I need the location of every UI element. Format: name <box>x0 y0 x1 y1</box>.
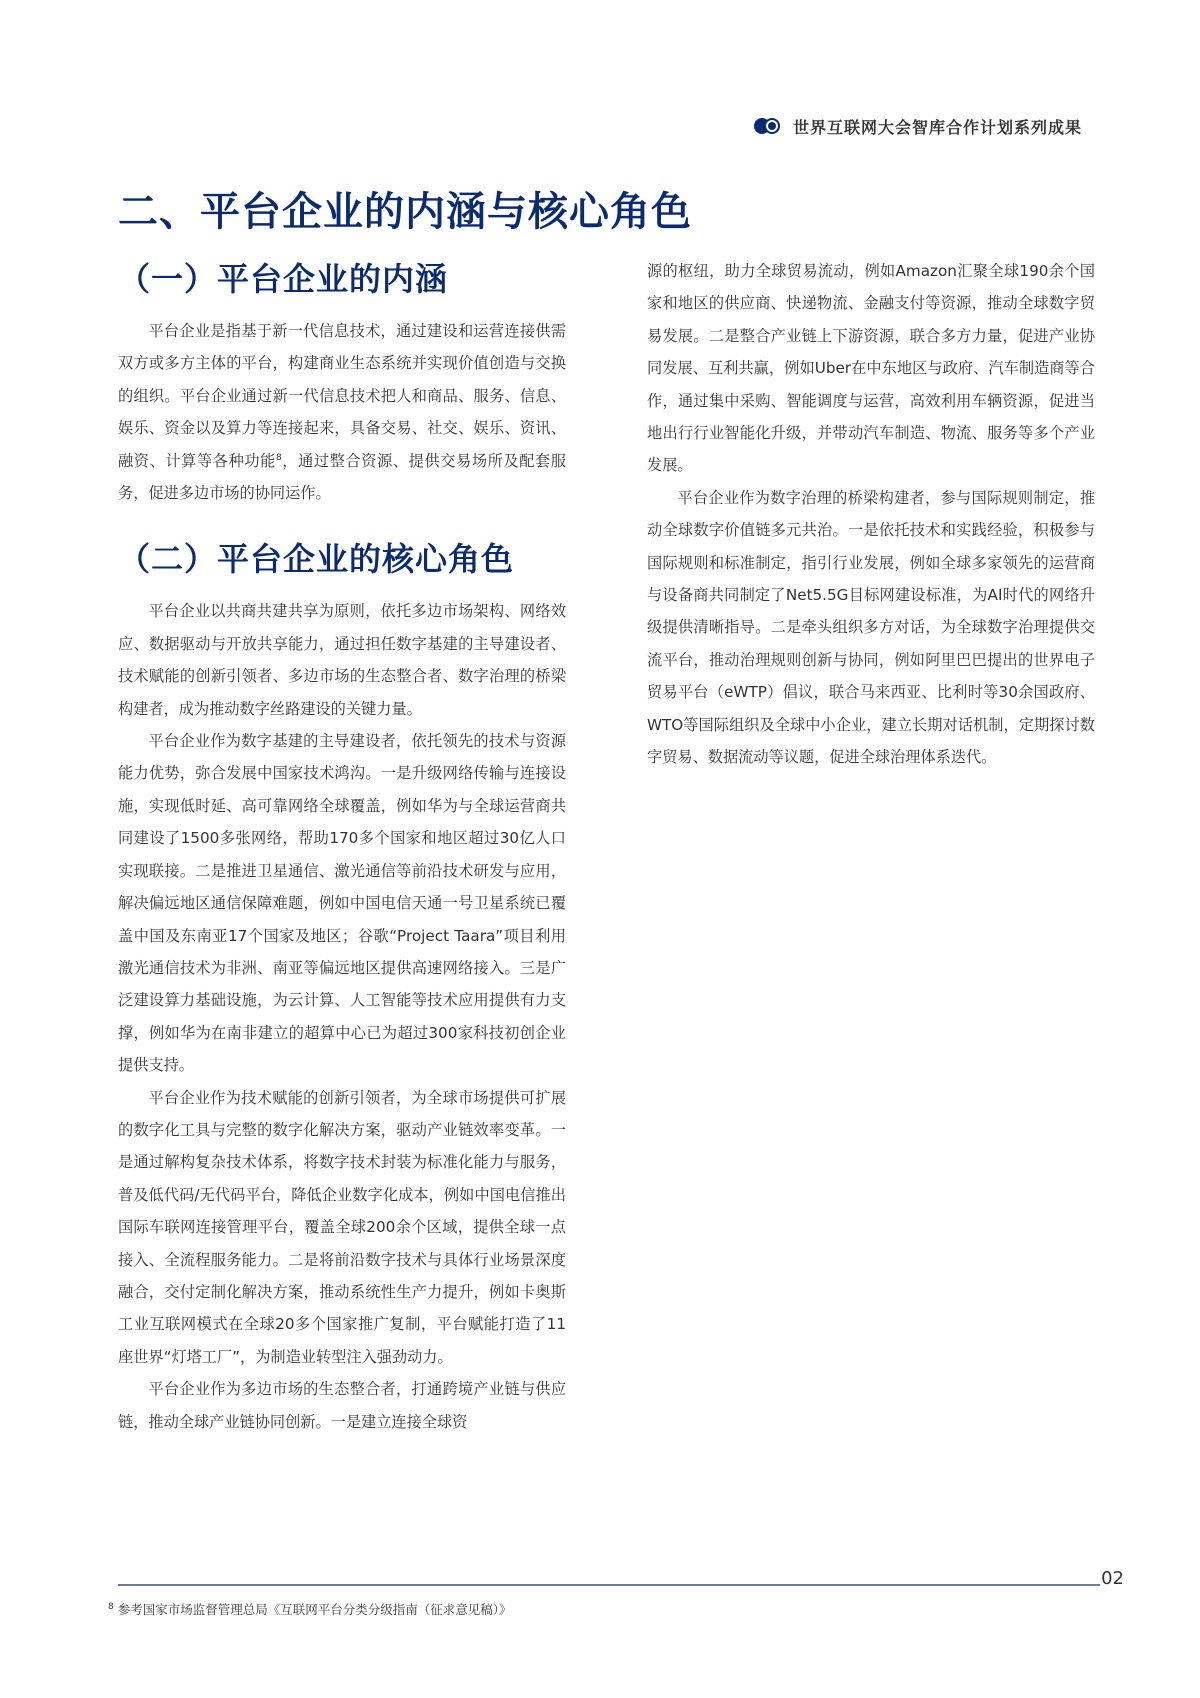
paragraph-roles-intro: 平台企业以共商共建共享为原则，依托多边市场架构、网络效应、数据驱动与开放共享能力，通过担任数字基建的主导建设者、技术赋能的创新引领者、多边市场的生态整合者、数字治理的桥梁构建者，成为推动数字丝路建设的关键力量。 <box>118 602 566 718</box>
section-heading-core-roles: （二）平台企业的核心角色 <box>118 540 515 579</box>
paragraph-tech-enablement: 平台企业作为技术赋能的创新引领者，为全球市场提供可扩展的数字化工具与完整的数字化解决方案，驱动产业链效率变革。一是通过解构复杂技术体系，将数字技术封装为标准化能力与服务，普及低代码/无代码平台，降低企业数字化成本，例如中国电信推出国际车联网连接管理平台，覆盖全球200余个区域，提供全球一点接入、全流程服务能力。二是将前沿数字技术与具体行业场景深度融合，交付定制化解决方案，推动系统性生产力提升，例如卡奥斯工业互联网模式在全球20多个国家推广复制，平台赋能打造了11座世界“灯塔工厂”，为制造业转型注入强劲动力。 <box>118 1088 566 1366</box>
left-column <box>118 255 566 1438</box>
paragraph-digital-governance: 平台企业作为数字治理的桥梁构建者，参与国际规则制定，推动全球数字价值链多元共治。一是依托技术和实践经验，积极参与国际规则和标准制定，指引行业发展，例如全球多家领先的运营商与设备商共同制定了Net5.5G目标网建设标准，为AI时代的网络升级提供清晰指导。二是牵头组织多方对话，为全球数字治理提供交流平台，推动治理规则创新与协同，例如阿里巴巴提出的世界电子贸易平台（eWTP）倡议，联合马来西亚、比利时等30余国政府、WTO等国际组织及全球中小企业，建立长期对话机制，定期探讨数字贸易、数据流动等议题，促进全球治理体系迭代。 <box>647 488 1095 767</box>
series-title: 世界互联网大会智库合作计划系列成果 <box>792 117 1082 137</box>
paragraph-digital-infrastructure: 平台企业作为数字基建的主导建设者，依托领先的技术与资源能力优势，弥合发展中国家技术鸿沟。一是升级网络传输与连接设施，实现低时延、高可靠网络全球覆盖，例如华为与全球运营商共同建设了1500多张网络，帮助170多个国家和地区超过30亿人口实现联接。二是推进卫星通信、激光通信等前沿技术研发与应用，解决偏远地区通信保障难题，例如中国电信天通一号卫星系统已覆盖中国及东南亚17个国家及地区；谷歌“Project Taara”项目利用激光通信技术为非洲、南亚等偏远地区提供高速网络接入。三是广泛建设算力基础设施，为云计算、人工智能等技术应用提供有力支撑，例如华为在南非建立的超算中心已为超过300家科技初创企业提供支持。 <box>118 732 566 1075</box>
page-title: 二、平台企业的内涵与核心角色 <box>118 189 692 235</box>
footnote <box>108 1600 511 1618</box>
section-heading-connotation: （一）平台企业的内涵 <box>118 260 449 298</box>
page-header <box>753 112 1082 140</box>
paragraph-definition: 平台企业是指基于新一代信息技术，通过建设和运营连接供需双方或多方主体的平台，构建商业生态系统并实现价值创造与交换的组织。平台企业通过新一代信息技术把人和商品、服务、信息、娱乐、资金以及算力等连接起来，具备交易、社交、娱乐、资讯、融资、计算等各种功能$^8$，通过整合资源、提供交易场所及配套服务，促进多边市场的协同运作。 <box>118 322 567 503</box>
footnote-text: 参考国家市场监督管理总局《互联网平台分类分级指南（征求意见稿）》 <box>117 1602 512 1617</box>
paragraph-ecosystem-continued: 源的枢纽，助力全球贸易流动，例如Amazon汇聚全球190余个国家和地区的供应商、快递物流、金融支付等资源，推动全球数字贸易发展。二是整合产业链上下游资源，联合多方力量，促进产业协同发展、互利共赢，例如Uber在中东地区与政府、汽车制造商等合作，通过集中采购、智能调度与运营，高效利用车辆资源，促进当地出行行业智能化升级，并带动汽车制造、物流、服务等多个产业发展。 <box>647 262 1095 475</box>
right-column <box>647 255 1095 774</box>
dual-circle-logo-icon <box>753 116 781 136</box>
footnote-mark: 8 <box>108 1601 114 1612</box>
paragraph-ecosystem-integration: 平台企业作为多边市场的生态整合者，打通跨境产业链与供应链，推动全球产业链协同创新。一是建立连接全球资 <box>118 1380 566 1431</box>
footer-divider <box>118 1584 1100 1586</box>
page-number: 02 <box>1101 1568 1124 1589</box>
footnote-ref[interactable]: 8 <box>275 452 282 463</box>
